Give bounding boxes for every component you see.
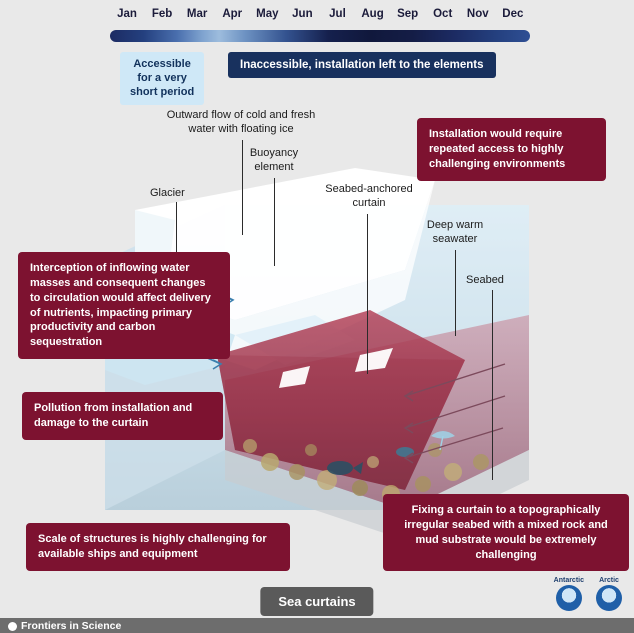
diagram-title: Sea curtains	[260, 587, 373, 616]
month-label: Jun	[292, 8, 313, 20]
label-outflow: Outward flow of cold and fresh water with floating ice	[166, 109, 316, 136]
legend-inaccessible: Inaccessible, installation left to the elements	[228, 52, 496, 78]
legend-accessible-line3: short period	[130, 85, 195, 98]
leader-deepwarm	[455, 250, 456, 336]
leader-curtain	[367, 214, 368, 374]
label-seabed: Seabed	[466, 274, 504, 286]
month-label: Nov	[466, 8, 489, 20]
month-label: Sep	[397, 8, 419, 20]
antarctic-logo-caption: Antarctic	[553, 577, 584, 584]
month-timeline	[110, 8, 530, 20]
risk-interception: Interception of inflowing water masses and consequent changes to circulation would affect delivery of nutrients, impacting primary productivity and carbon sequestration	[18, 252, 230, 359]
month-label: Mar	[186, 8, 208, 20]
accessibility-bar	[110, 30, 530, 42]
legend-accessible-line2: for a very	[137, 71, 187, 84]
risk-fixing-curtain: Fixing a curtain to a topographically irregular seabed with a mixed rock and mud substrate would be extremely challenging	[383, 494, 629, 571]
label-deep-warm-seawater: Deep warm seawater	[426, 219, 484, 246]
antarctic-logo	[554, 577, 584, 611]
frontiers-logo-icon	[8, 622, 17, 631]
brand-label: Frontiers in Science	[21, 620, 122, 632]
month-label: Dec	[502, 8, 524, 20]
leader-buoyancy	[274, 178, 275, 266]
month-label: Aug	[361, 8, 384, 20]
arctic-logo	[596, 577, 622, 611]
brand-frontiers	[8, 620, 121, 632]
antarctic-logo-icon	[556, 585, 582, 611]
risk-access-challenge: Installation would require repeated access to highly challenging environments	[417, 118, 606, 181]
month-label: Feb	[151, 8, 173, 20]
label-buoyancy: Buoyancy element	[249, 147, 299, 174]
legend-accessible	[120, 52, 204, 105]
arctic-logo-caption: Arctic	[599, 577, 619, 584]
month-label: Oct	[433, 8, 453, 20]
accessibility-gradient	[110, 30, 530, 42]
legend-accessible-line1: Accessible	[133, 58, 191, 70]
leader-seabed	[492, 290, 493, 480]
label-seabed-curtain: Seabed-anchored curtain	[325, 183, 413, 210]
month-label: Apr	[222, 8, 243, 20]
logo-group	[554, 577, 622, 611]
risk-scale: Scale of structures is highly challenging for available ships and equipment	[26, 523, 290, 571]
month-label: Jul	[329, 8, 346, 20]
arctic-logo-icon	[596, 585, 622, 611]
month-label: May	[256, 8, 279, 20]
month-label: Jan	[117, 8, 137, 20]
risk-pollution: Pollution from installation and damage to the curtain	[22, 392, 223, 440]
label-glacier: Glacier	[150, 187, 185, 199]
